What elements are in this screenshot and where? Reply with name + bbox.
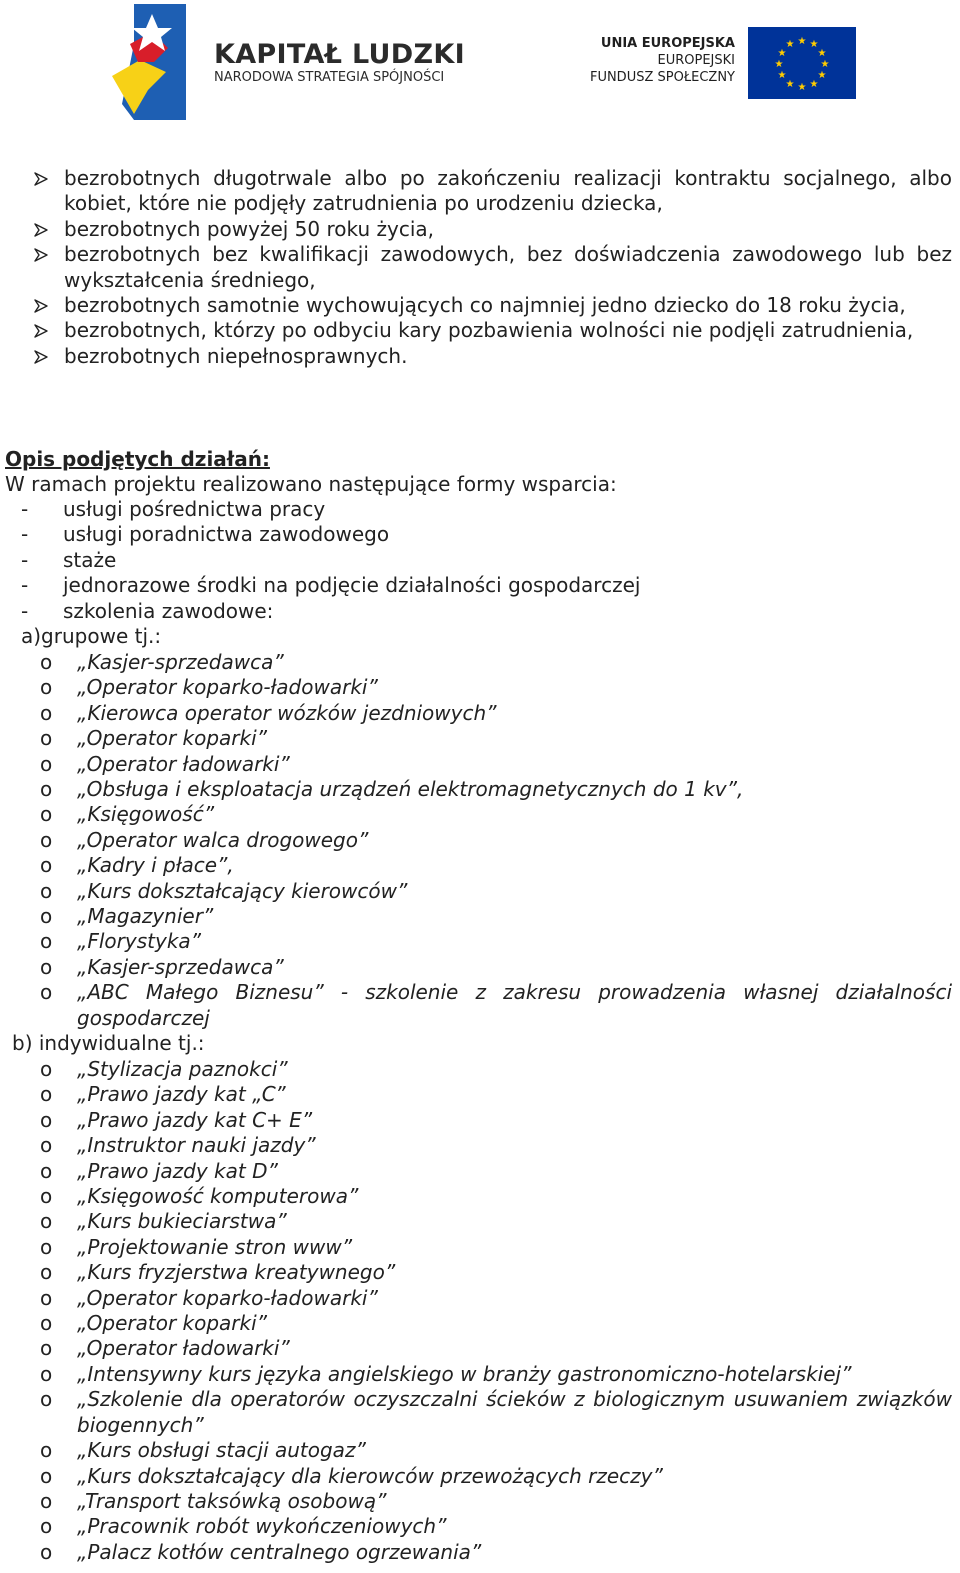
group-training-item-text: „Kasjer-sprzedawca” — [77, 650, 284, 674]
target-group-text: bezrobotnych niepełnosprawnych. — [64, 343, 408, 368]
circle-bullet: o — [40, 1514, 53, 1539]
group-training-item — [0, 853, 960, 878]
circle-bullet: o — [40, 1209, 53, 1234]
group-training-item-text: „Operator ładowarki” — [77, 751, 290, 776]
eu-fund-wordmark — [590, 35, 735, 86]
svg-text:★: ★ — [777, 48, 787, 59]
group-training-item-text: „Operator koparko-ładowarki” — [77, 675, 378, 700]
circle-bullet: o — [40, 1107, 53, 1132]
circle-bullet: o — [40, 802, 53, 827]
target-group-text: bezrobotnych samotnie wychowujących co najmniej jedno dziecko do 18 roku życia, — [64, 293, 906, 318]
target-groups-list — [0, 166, 960, 369]
group-training-item-text: „Operator walca drogowego” — [77, 827, 369, 852]
target-group-text: bezrobotnych bez kwalifikacji zawodowych, bez doświadczenia zawodowego lub bez wykształcenia średniego, — [64, 242, 952, 292]
target-group-text: bezrobotnych długotrwale albo po zakończeniu realizacji kontraktu socjalnego, albo kobiet, które nie podjęły zatrudnienia po urodzeniu dziecka, — [64, 166, 952, 216]
document-body — [0, 166, 960, 369]
circle-bullet: o — [40, 1234, 53, 1259]
group-training-item-text: „Księgowość” — [77, 802, 215, 827]
svg-text:★: ★ — [774, 59, 784, 70]
circle-bullet: o — [40, 1158, 53, 1183]
individual-training-item-text: „Palacz kotłów centralnego ogrzewania” — [77, 1539, 482, 1564]
group-training-item — [0, 828, 960, 853]
circle-bullet: o — [40, 1539, 53, 1564]
circle-bullet: o — [40, 954, 53, 979]
group-training-item-text: „Magazynier” — [77, 904, 214, 929]
individual-training-item — [0, 1133, 960, 1158]
individual-training-item-text: „Operator koparki” — [77, 1311, 268, 1336]
circle-bullet: o — [40, 1438, 53, 1463]
individual-training-item — [0, 1235, 960, 1260]
arrowhead-bullet-icon — [34, 248, 48, 262]
individual-training-item-text: „Prawo jazdy kat D” — [77, 1158, 278, 1183]
circle-bullet: o — [40, 878, 53, 903]
individual-trainings-label: b) indywidualne tj.: — [12, 1031, 205, 1055]
group-training-item-text: „Operator koparki” — [77, 726, 268, 751]
circle-bullet: o — [40, 777, 53, 802]
arrowhead-bullet-icon — [34, 172, 48, 186]
individual-training-item-text: „Szkolenie dla operatorów oczyszczalni ścieków z biologicznym usuwaniem związków biogennych” — [77, 1387, 952, 1437]
group-training-item — [0, 752, 960, 777]
group-training-item — [0, 675, 960, 700]
dash-bullet: - — [21, 573, 29, 598]
circle-bullet: o — [40, 904, 53, 929]
individual-training-item — [0, 1514, 960, 1539]
target-group-item — [0, 166, 960, 217]
circle-bullet: o — [40, 726, 53, 751]
group-training-item-text: „ABC Małego Biznesu” - szkolenie z zakresu prowadzenia własnej działalności gospodarczej — [77, 980, 952, 1030]
target-group-item — [0, 344, 960, 369]
support-form-text: jednorazowe środki na podjęcie działalności gospodarczej — [63, 573, 641, 598]
individual-training-item — [0, 1489, 960, 1514]
target-group-item — [0, 242, 960, 293]
individual-training-item-text: „Kurs bukieciarstwa” — [77, 1209, 287, 1234]
individual-training-item — [0, 1184, 960, 1209]
svg-text:★: ★ — [785, 79, 795, 90]
group-training-item — [0, 701, 960, 726]
circle-bullet: o — [40, 675, 53, 700]
dash-bullet: - — [21, 497, 29, 521]
circle-bullet: o — [40, 1082, 53, 1107]
support-form-item — [0, 573, 640, 598]
svg-text:★: ★ — [817, 48, 827, 59]
dash-bullet: - — [21, 522, 29, 547]
group-training-item — [0, 650, 960, 675]
individual-training-item-text: „Kurs dokształcający dla kierowców przewożących rzeczy” — [77, 1463, 663, 1488]
individual-training-item — [0, 1082, 960, 1107]
support-form-text: usługi pośrednictwa pracy — [63, 497, 326, 521]
group-training-item — [0, 955, 960, 980]
kapital-ludzki-wordmark — [214, 40, 465, 86]
kapital-ludzki-logo — [112, 4, 192, 120]
individual-training-item — [0, 1438, 960, 1463]
arrowhead-bullet-icon — [34, 223, 48, 237]
group-trainings-list — [0, 650, 960, 1031]
group-training-item-text: „Kurs dokształcający kierowców” — [77, 878, 408, 903]
svg-text:★: ★ — [809, 79, 819, 90]
individual-training-item — [0, 1336, 960, 1361]
individual-training-item-text: „Projektowanie stron www” — [77, 1234, 353, 1259]
support-form-item — [0, 497, 640, 522]
group-training-item — [0, 777, 960, 802]
individual-training-item-text: „Kurs fryzjerstwa kreatywnego” — [77, 1260, 396, 1285]
group-training-item — [0, 980, 960, 1031]
circle-bullet: o — [40, 1387, 53, 1412]
svg-text:★: ★ — [809, 39, 819, 50]
group-training-item-text: „Florystyka” — [77, 929, 202, 954]
svg-text:★: ★ — [797, 82, 807, 93]
svg-text:★: ★ — [817, 70, 827, 81]
circle-bullet: o — [40, 751, 53, 776]
circle-bullet: o — [40, 980, 53, 1005]
individual-trainings-list — [0, 1057, 960, 1565]
circle-bullet: o — [40, 1133, 53, 1158]
circle-bullet: o — [40, 853, 53, 878]
support-form-text: szkolenia zawodowe: — [63, 598, 274, 623]
individual-training-item — [0, 1362, 960, 1387]
individual-training-item — [0, 1387, 960, 1438]
eu-flag-icon — [748, 27, 856, 99]
individual-training-item — [0, 1260, 960, 1285]
circle-bullet: o — [40, 929, 53, 954]
arrowhead-bullet-icon — [34, 324, 48, 338]
dash-bullet: - — [21, 598, 29, 623]
group-training-item-text: „Obsługa i eksploatacja urządzeń elektromagnetycznych do 1 kv”, — [77, 777, 744, 802]
individual-training-item-text: „Intensywny kurs języka angielskiego w branży gastronomiczno-hotelarskiej” — [77, 1361, 852, 1386]
svg-text:★: ★ — [777, 70, 787, 81]
kapital-ludzki-title: KAPITAŁ LUDZKI — [214, 39, 465, 70]
individual-training-item-text: „Księgowość komputerowa” — [77, 1184, 359, 1209]
group-training-item-text: „Kierowca operator wózków jezdniowych” — [77, 700, 497, 725]
circle-bullet: o — [40, 1361, 53, 1386]
individual-training-item-text: „Kurs obsługi stacji autogaz” — [77, 1438, 366, 1463]
support-form-text: staże — [63, 547, 117, 572]
individual-training-item-text: „Prawo jazdy kat C+ E” — [77, 1107, 313, 1132]
section-title: Opis podjętych działań: — [5, 447, 270, 471]
group-training-item-text: „Kasjer-sprzedawca” — [77, 954, 284, 979]
circle-bullet: o — [40, 1260, 53, 1285]
individual-training-item-text: „Instruktor nauki jazdy” — [77, 1133, 316, 1158]
eu-subtitle-1: EUROPEJSKI — [657, 53, 735, 68]
circle-bullet: o — [40, 1285, 53, 1310]
support-form-item — [0, 548, 640, 573]
individual-training-item — [0, 1057, 960, 1082]
circle-bullet: o — [40, 1184, 53, 1209]
circle-bullet: o — [40, 1057, 53, 1081]
group-training-item — [0, 929, 960, 954]
eu-subtitle-2: FUNDUSZ SPOŁECZNY — [589, 70, 735, 85]
section-intro: W ramach projektu realizowano następujące formy wsparcia: — [5, 472, 617, 496]
individual-training-item — [0, 1540, 960, 1565]
individual-training-item — [0, 1209, 960, 1234]
individual-training-item — [0, 1311, 960, 1336]
target-group-item — [0, 293, 960, 318]
svg-text:★: ★ — [820, 59, 830, 70]
arrowhead-bullet-icon — [34, 350, 48, 364]
individual-training-item-text: „Stylizacja paznokci” — [77, 1057, 288, 1081]
support-form-item — [0, 522, 640, 547]
target-group-item — [0, 318, 960, 343]
kapital-ludzki-subtitle: NARODOWA STRATEGIA SPÓJNOŚCI — [214, 70, 445, 85]
arrowhead-bullet-icon — [34, 299, 48, 313]
target-group-item — [0, 217, 960, 242]
target-group-text: bezrobotnych powyżej 50 roku życia, — [64, 216, 434, 241]
support-forms-list — [0, 497, 640, 624]
circle-bullet: o — [40, 1311, 53, 1336]
group-training-item-text: „Kadry i płace”, — [77, 853, 234, 878]
support-form-text: usługi poradnictwa zawodowego — [63, 522, 390, 547]
individual-training-item-text: „Operator koparko-ładowarki” — [77, 1285, 378, 1310]
individual-training-item — [0, 1108, 960, 1133]
eu-title: UNIA EUROPEJSKA — [600, 36, 735, 51]
support-form-item — [0, 599, 640, 624]
individual-training-item-text: „Operator ładowarki” — [77, 1336, 290, 1361]
individual-training-item-text: „Pracownik robót wykończeniowych” — [77, 1514, 447, 1539]
dash-bullet: - — [21, 547, 29, 572]
circle-bullet: o — [40, 1463, 53, 1488]
group-training-item — [0, 802, 960, 827]
circle-bullet: o — [40, 1336, 53, 1361]
target-group-text: bezrobotnych, którzy po odbyciu kary pozbawienia wolności nie podjęli zatrudnienia, — [64, 318, 914, 343]
group-training-item — [0, 726, 960, 751]
individual-training-item — [0, 1159, 960, 1184]
svg-text:★: ★ — [797, 36, 807, 47]
circle-bullet: o — [40, 650, 53, 674]
page-header — [0, 0, 960, 130]
circle-bullet: o — [40, 1488, 53, 1513]
individual-training-item-text: „Prawo jazdy kat „C” — [77, 1082, 286, 1107]
individual-training-item-text: „Transport taksówką osobową” — [77, 1488, 387, 1513]
group-training-item — [0, 904, 960, 929]
individual-training-item — [0, 1286, 960, 1311]
individual-training-item — [0, 1464, 960, 1489]
group-trainings-label: a)grupowe tj.: — [21, 624, 162, 648]
group-training-item — [0, 879, 960, 904]
svg-text:★: ★ — [785, 39, 795, 50]
circle-bullet: o — [40, 700, 53, 725]
circle-bullet: o — [40, 827, 53, 852]
